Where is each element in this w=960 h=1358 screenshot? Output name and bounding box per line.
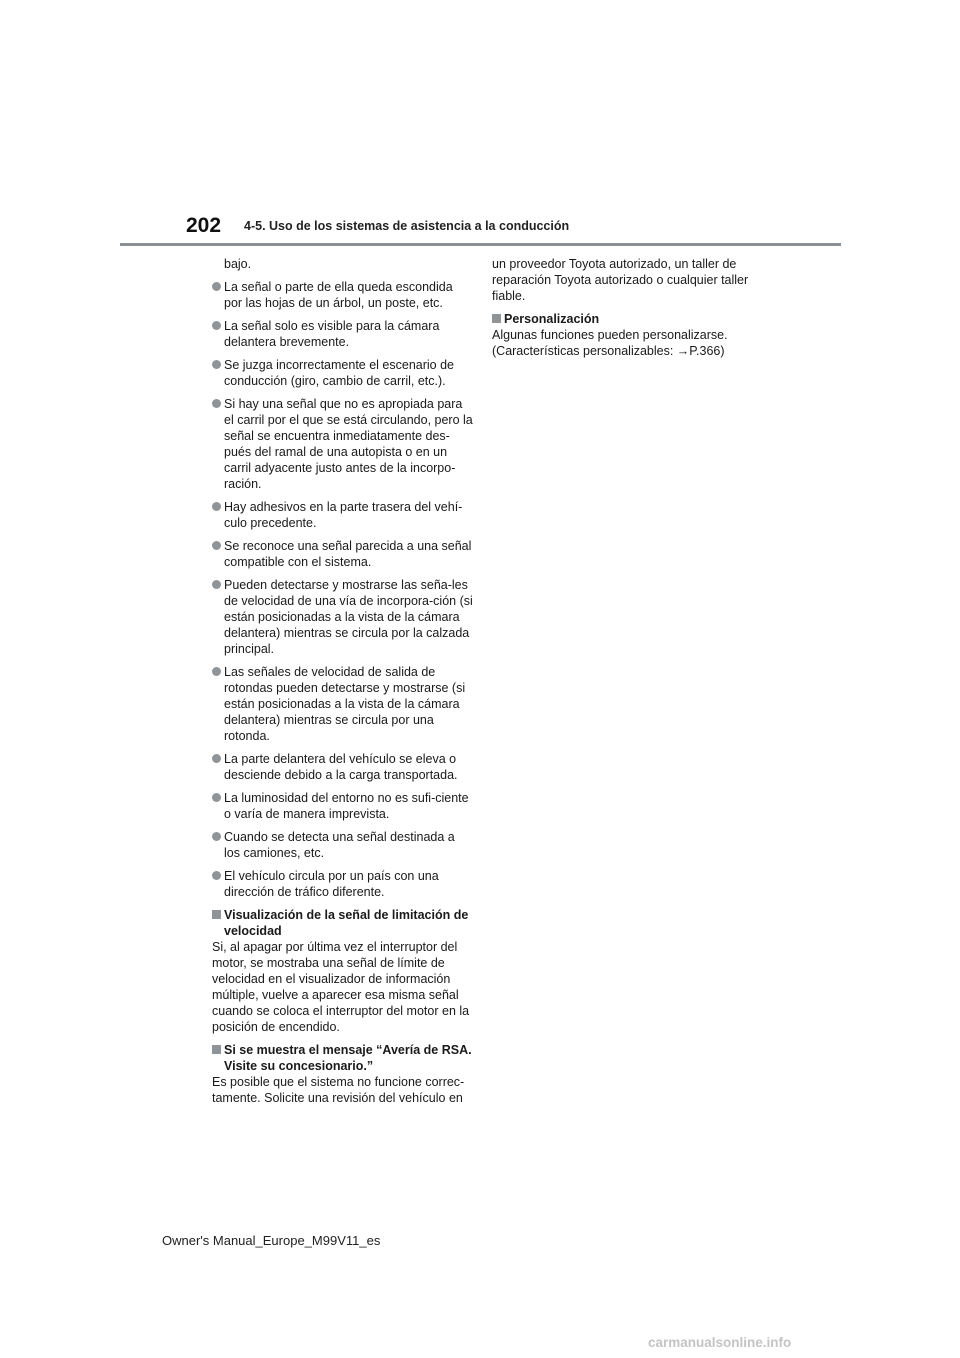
chapter-title: 4-5. Uso de los sistemas de asistencia a la conducción bbox=[244, 219, 570, 233]
square-bullet-icon bbox=[212, 1045, 221, 1054]
list-item: Hay adhesivos en la parte trasera del vehí-culo precedente. bbox=[212, 499, 474, 531]
list-item: Se juzga incorrectamente el escenario de conducción (giro, cambio de carril, etc.). bbox=[212, 357, 474, 389]
bullet-dot-icon bbox=[212, 667, 221, 676]
bullet-dot-icon bbox=[212, 754, 221, 763]
bullet-dot-icon bbox=[212, 580, 221, 589]
section-heading-speed-sign: Visualización de la señal de limitación de velocidad bbox=[212, 907, 474, 939]
bullet-dot-icon bbox=[212, 832, 221, 841]
header-divider bbox=[120, 243, 841, 246]
bullet-dot-icon bbox=[212, 541, 221, 550]
bullet-dot-icon bbox=[212, 871, 221, 880]
left-column bbox=[212, 256, 474, 1113]
square-bullet-icon bbox=[492, 314, 501, 323]
list-item: Se reconoce una señal parecida a una señal compatible con el sistema. bbox=[212, 538, 474, 570]
section-body-rsa-message: Es posible que el sistema no funcione correc-tamente. Solicite una revisión del vehículo en bbox=[212, 1075, 465, 1105]
list-item: Pueden detectarse y mostrarse las seña-les de velocidad de una vía de incorpora-ción (si están posicionadas a la vista de la cámara delantera) mientras se circula por la calzada principal. bbox=[212, 577, 474, 657]
section-body-customization: Algunas funciones pueden personalizarse. (Características personalizables: →P.366) bbox=[492, 328, 728, 358]
bullet-dot-icon bbox=[212, 793, 221, 802]
list-item: El vehículo circula por un país con una dirección de tráfico diferente. bbox=[212, 868, 474, 900]
right-column bbox=[492, 256, 754, 366]
bullet-dot-icon bbox=[212, 282, 221, 291]
list-item: La señal o parte de ella queda escondida por las hojas de un árbol, un poste, etc. bbox=[212, 279, 474, 311]
list-item: Cuando se detecta una señal destinada a los camiones, etc. bbox=[212, 829, 474, 861]
section-heading-rsa-message: Si se muestra el mensaje “Avería de RSA. Visite su concesionario.” bbox=[212, 1042, 474, 1074]
bullet-dot-icon bbox=[212, 399, 221, 408]
continued-text: bajo. bbox=[224, 257, 252, 271]
square-bullet-icon bbox=[212, 910, 221, 919]
footer-manual-name: Owner's Manual_Europe_M99V11_es bbox=[162, 1233, 381, 1248]
bullet-dot-icon bbox=[212, 321, 221, 330]
section-heading-customization: Personalización bbox=[492, 311, 754, 327]
list-item: Si hay una señal que no es apropiada para el carril por el que se está circulando, pero la señal se encuentra inmediatamente des-pués del ramal de una autopista o en un carril adyacente justo antes de la incorpo-ración. bbox=[212, 396, 474, 492]
bullet-dot-icon bbox=[212, 360, 221, 369]
list-item: La luminosidad del entorno no es sufi-ciente o varía de manera imprevista. bbox=[212, 790, 474, 822]
page-number: 202 bbox=[186, 214, 222, 237]
list-item: La parte delantera del vehículo se eleva o desciende debido a la carga transportada. bbox=[212, 751, 474, 783]
bullet-dot-icon bbox=[212, 502, 221, 511]
watermark: carmanualsonline.info bbox=[648, 1335, 792, 1350]
section-body-speed-sign: Si, al apagar por última vez el interruptor del motor, se mostraba una señal de límite de velocidad en el visualizador de información múltiple, vuelve a aparecer esa misma señal cuando se coloca el interruptor del motor en la posición de encendido. bbox=[212, 940, 470, 1034]
continued-text: un proveedor Toyota autorizado, un taller de reparación Toyota autorizado o cualquier taller fiable. bbox=[492, 257, 749, 303]
list-item: Las señales de velocidad de salida de rotondas pueden detectarse y mostrarse (si están posicionadas a la vista de la cámara delantera) mientras se circula por una rotonda. bbox=[212, 664, 474, 744]
list-item: La señal solo es visible para la cámara delantera brevemente. bbox=[212, 318, 474, 350]
